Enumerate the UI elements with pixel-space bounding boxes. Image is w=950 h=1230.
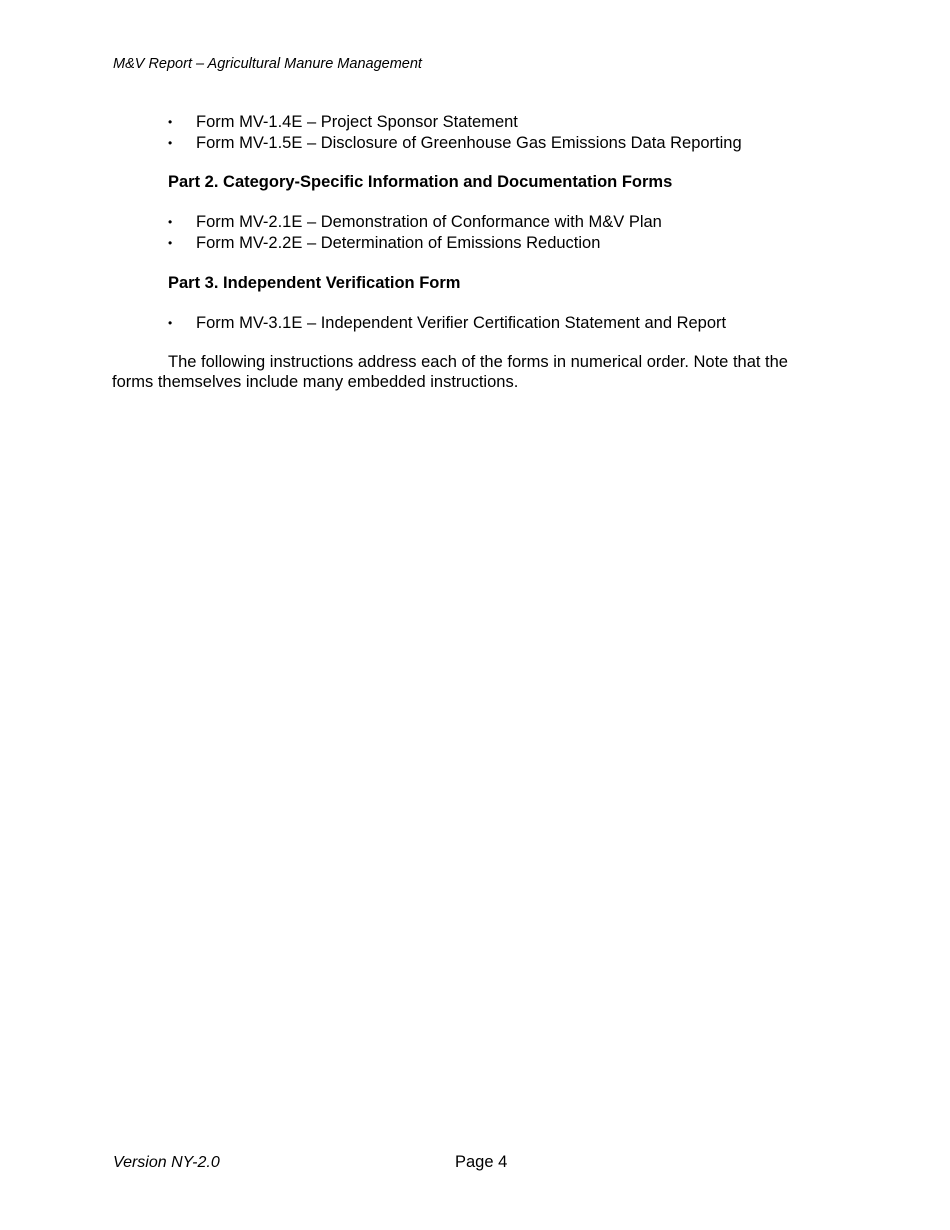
list-item-text: Form MV-2.1E – Demonstration of Conformance with M&V Plan (196, 213, 662, 231)
bullet-icon: • (168, 236, 173, 250)
instructions-paragraph: The following instructions address each of the forms in numerical order. Note that the forms themselves include many embedded instructions. (112, 353, 788, 391)
list-item (168, 233, 662, 254)
part3-form-list (168, 313, 726, 334)
list-item-text: Form MV-2.2E – Determination of Emissions Reduction (196, 234, 601, 252)
bullet-icon: • (168, 115, 173, 129)
part2-heading: Part 2. Category-Specific Information and Documentation Forms (168, 173, 673, 191)
list-item (168, 133, 742, 154)
part1-form-list (168, 112, 742, 154)
list-item-text: Form MV-1.5E – Disclosure of Greenhouse Gas Emissions Data Reporting (196, 134, 742, 152)
list-item (168, 112, 742, 133)
list-item (168, 212, 662, 233)
footer-version: Version NY-2.0 (113, 1154, 220, 1171)
bullet-icon: • (168, 215, 173, 229)
footer-page-number: Page 4 (455, 1153, 508, 1171)
list-item-text: Form MV-3.1E – Independent Verifier Certification Statement and Report (196, 314, 727, 332)
bullet-icon: • (168, 136, 173, 150)
bullet-icon: • (168, 316, 173, 330)
list-item-text: Form MV-1.4E – Project Sponsor Statement (196, 113, 518, 131)
part3-heading: Part 3. Independent Verification Form (168, 274, 461, 292)
list-item (168, 313, 726, 334)
running-header: M&V Report – Agricultural Manure Management (113, 56, 422, 72)
part2-form-list (168, 212, 662, 254)
